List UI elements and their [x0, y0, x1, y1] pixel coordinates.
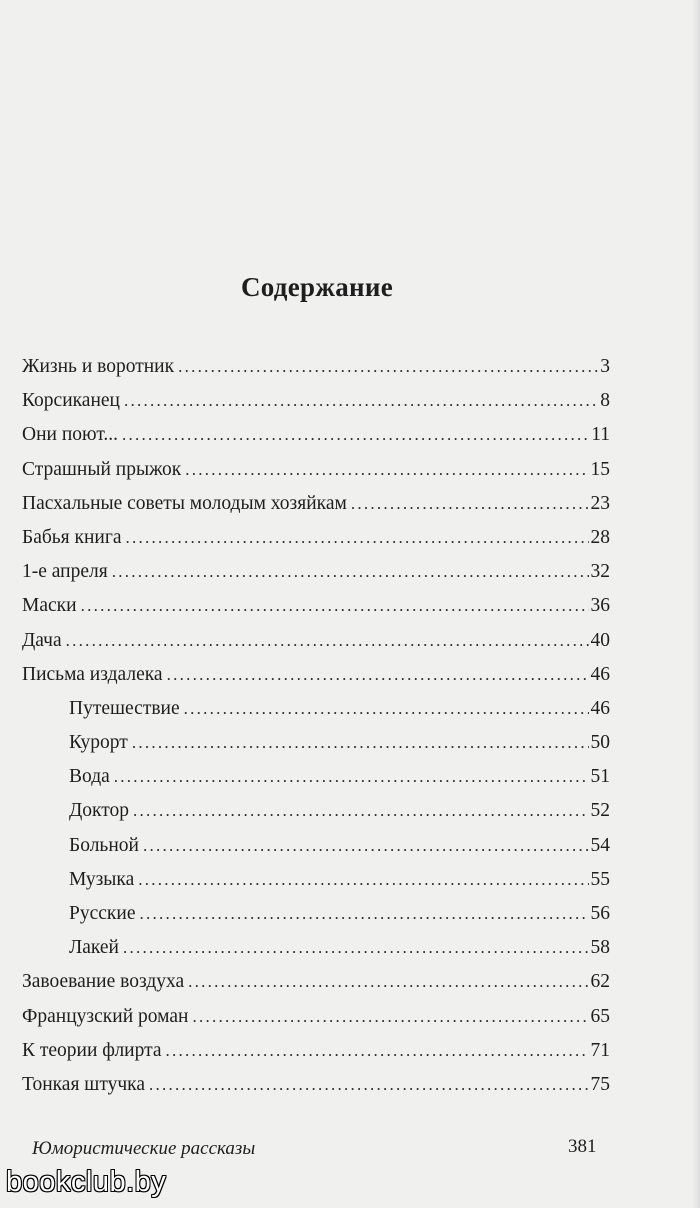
toc-entry-page: 52	[590, 800, 610, 822]
toc-entry-page: 56	[590, 903, 610, 924]
toc-entry-title: Французский роман	[22, 1005, 189, 1027]
toc-entry-page: 51	[590, 766, 610, 788]
toc-subentry	[22, 698, 610, 732]
toc-entry-page: 46	[590, 697, 610, 719]
toc-leader-dots	[143, 836, 589, 856]
toc-leader-dots	[178, 357, 598, 377]
toc-leader-dots	[124, 391, 598, 411]
toc-entry	[22, 630, 610, 664]
page-edge-shadow	[692, 0, 700, 1208]
table-of-contents	[22, 356, 610, 1108]
toc-entry-page: 40	[590, 629, 610, 651]
toc-entry	[22, 971, 610, 1005]
site-watermark: bookclub.by	[6, 1166, 167, 1198]
page-number: 381	[568, 1136, 597, 1157]
toc-entry	[22, 1074, 610, 1108]
toc-leader-dots	[126, 528, 589, 548]
toc-entry-page: 15	[590, 458, 610, 480]
toc-entry-title: Бабья книга	[22, 526, 122, 548]
toc-subentry	[22, 903, 610, 937]
toc-entry	[22, 595, 610, 629]
toc-entry-page: 32	[590, 561, 610, 583]
toc-leader-dots	[166, 1041, 589, 1061]
toc-entry-page: 11	[591, 424, 610, 446]
toc-entry-page: 54	[590, 834, 610, 856]
toc-entry	[22, 356, 610, 390]
running-footer-title: Юмористические рассказы	[32, 1138, 256, 1159]
toc-entry-title: Музыка	[69, 868, 135, 890]
toc-leader-dots	[351, 494, 589, 514]
toc-entry-page: 58	[590, 937, 610, 959]
toc-entry	[22, 527, 610, 561]
toc-leader-dots	[149, 1075, 589, 1095]
toc-entry-title: Русские	[69, 903, 136, 924]
toc-leader-dots	[192, 1007, 588, 1027]
toc-entry	[22, 459, 610, 493]
toc-entry-title: Завоевание воздуха	[22, 971, 185, 993]
toc-entry-page: 28	[590, 526, 610, 548]
toc-entry-title: 1-е апреля	[22, 561, 108, 583]
toc-entry-title: Страшный прыжок	[22, 458, 182, 480]
toc-entry-title: Больной	[69, 834, 139, 856]
toc-entry-page: 71	[590, 1039, 610, 1061]
toc-leader-dots	[112, 562, 589, 582]
toc-entry-page: 65	[590, 1005, 610, 1027]
toc-entry-title: Тонкая штучка	[22, 1073, 145, 1095]
toc-subentry	[22, 835, 610, 869]
toc-subentry	[22, 732, 610, 766]
toc-entry-page: 55	[590, 868, 610, 890]
toc-entry	[22, 1006, 610, 1040]
toc-leader-dots	[122, 425, 589, 445]
toc-entry-title: Маски	[22, 595, 77, 617]
toc-entry	[22, 561, 610, 595]
toc-leader-dots	[167, 665, 589, 685]
toc-subentry	[22, 869, 610, 903]
toc-entry-title: Жизнь и воротник	[22, 356, 175, 377]
toc-entry-title: Пасхальные советы молодым хозяйкам	[22, 492, 347, 514]
toc-leader-dots	[188, 972, 588, 992]
toc-entry-title: Вода	[69, 766, 110, 788]
toc-entry-title: Дача	[22, 629, 62, 651]
toc-leader-dots	[185, 460, 588, 480]
toc-entry-title: К теории флирта	[22, 1039, 162, 1061]
toc-entry-title: Лакей	[69, 937, 119, 959]
toc-entry-title: Они поют...	[22, 424, 119, 446]
toc-entry-page: 46	[590, 663, 610, 685]
toc-leader-dots	[66, 631, 589, 651]
toc-entry-page: 50	[590, 732, 610, 754]
toc-subentry	[22, 766, 610, 800]
toc-leader-dots	[133, 801, 588, 821]
toc-entry-page: 75	[590, 1073, 610, 1095]
toc-leader-dots	[184, 699, 589, 719]
toc-leader-dots	[138, 870, 588, 890]
page-title: Содержание	[240, 272, 394, 302]
toc-entry-page: 23	[590, 492, 610, 514]
toc-leader-dots	[81, 596, 589, 616]
toc-leader-dots	[139, 904, 588, 924]
toc-entry-title: Курорт	[69, 732, 128, 754]
toc-entry-page: 62	[590, 971, 610, 993]
toc-entry-title: Доктор	[69, 800, 130, 822]
toc-subentry	[22, 937, 610, 971]
toc-leader-dots	[114, 767, 589, 787]
toc-entry-page: 3	[600, 356, 610, 377]
toc-entry-page: 8	[600, 390, 610, 412]
toc-entry-title: Письма издалека	[22, 663, 163, 685]
toc-leader-dots	[132, 733, 589, 753]
toc-entry-title: Путешествие	[69, 697, 180, 719]
toc-entry	[22, 1040, 610, 1074]
toc-entry-page: 36	[590, 595, 610, 617]
toc-entry	[22, 493, 610, 527]
toc-entry	[22, 664, 610, 698]
toc-entry-title: Корсиканец	[22, 390, 120, 412]
toc-entry	[22, 424, 610, 458]
toc-entry	[22, 390, 610, 424]
toc-leader-dots	[123, 938, 589, 958]
toc-subentry	[22, 800, 610, 834]
